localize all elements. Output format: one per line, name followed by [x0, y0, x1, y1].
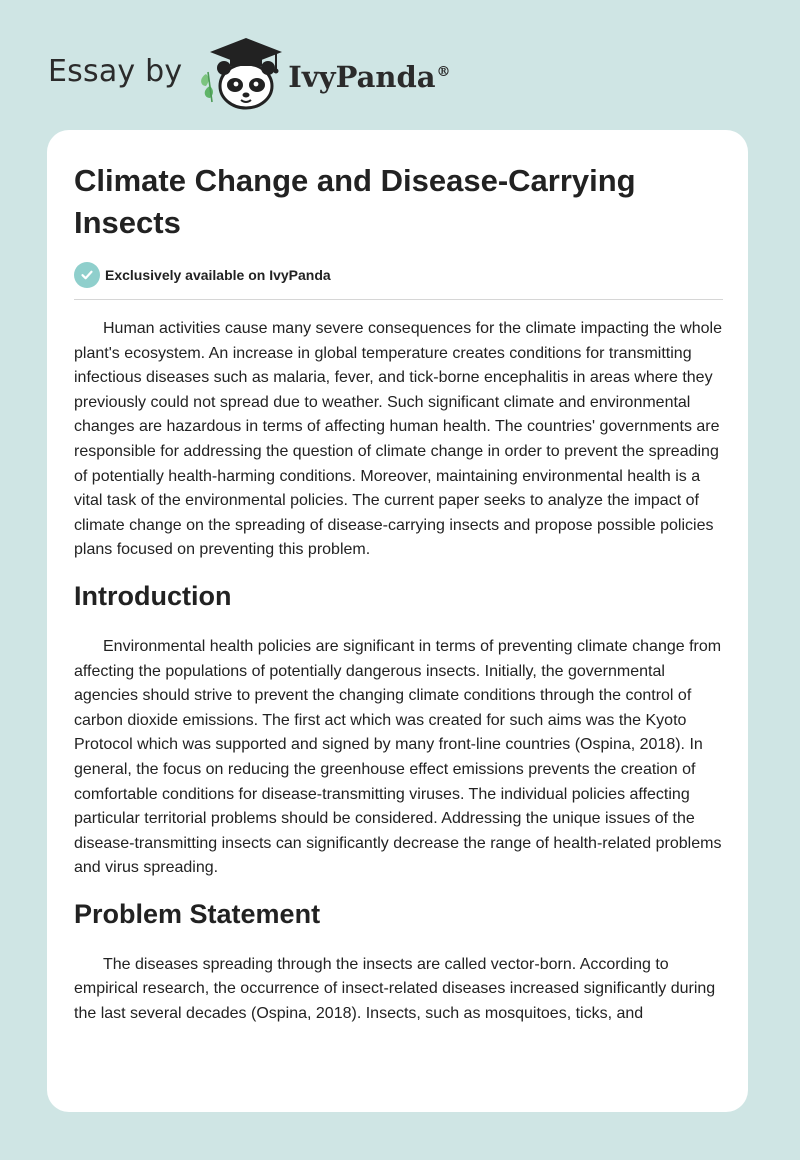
essay-content — [74, 160, 723, 1027]
section-heading-introduction: Introduction — [74, 580, 232, 611]
exclusive-notice — [74, 262, 723, 288]
section-heading-problem-statement: Problem Statement — [74, 898, 321, 929]
brand-name[interactable]: IvyPanda® — [288, 60, 451, 94]
essay-title: Climate Change and Disease-Carrying Insects — [74, 163, 636, 240]
divider — [74, 299, 723, 300]
intro-paragraph: Human activities cause many severe consequences for the climate impacting the whole plant's ecosystem. An increase in global temperature creates conditions for transmitting infectious diseases such as malaria, fever, and tick-borne encephalitis in areas where they previously could not spread due to weather. Such significant climate and environmental changes are hazardous in terms of affecting human health. The countries' governments are responsible for addressing the question of climate change in order to prevent the spreading of potentially health-harming conditions. Moreover, maintaining environmental health is a vital task of the environmental policies. The current paper seeks to analyze the impact of climate change on the spreading of disease-carrying insects and propose possible policies plans focused on preventing this problem. — [74, 320, 722, 559]
check-circle-icon — [74, 262, 100, 288]
exclusive-label: Exclusively available on IvyPanda — [105, 267, 331, 283]
essay-by-label: Essay by — [48, 53, 183, 89]
registered-mark: ® — [436, 64, 451, 81]
problem-statement-paragraph: The diseases spreading through the insects are called vector-born. According to empirical research, the occurrence of insect-related diseases increased significantly during the last several decades (Ospina, 2018). Insects, such as mosquitoes, ticks, and — [74, 955, 716, 1023]
introduction-paragraph: Environmental health policies are significant in terms of preventing climate change from affecting the populations of potentially dangerous insects. Initially, the governmental agencies should strive to prevent the changing climate conditions through the control of carbon dioxide emissions. The first act which was created for such aims was the Kyoto Protocol which was supported and signed by many front-line countries (Ospina, 2018). In general, the focus on reducing the greenhouse effect emissions prevents the creation of comfortable conditions for disease-transmitting viruses. The individual policies affecting particular territorial problems should be considered. Addressing the unique issues of the disease-transmitting insects can significantly decrease the range of health-related problems and virus spreading. — [74, 637, 722, 877]
essay-card — [47, 130, 748, 1112]
site-header — [48, 36, 451, 112]
panda-graduation-cap-icon[interactable] — [196, 36, 286, 112]
